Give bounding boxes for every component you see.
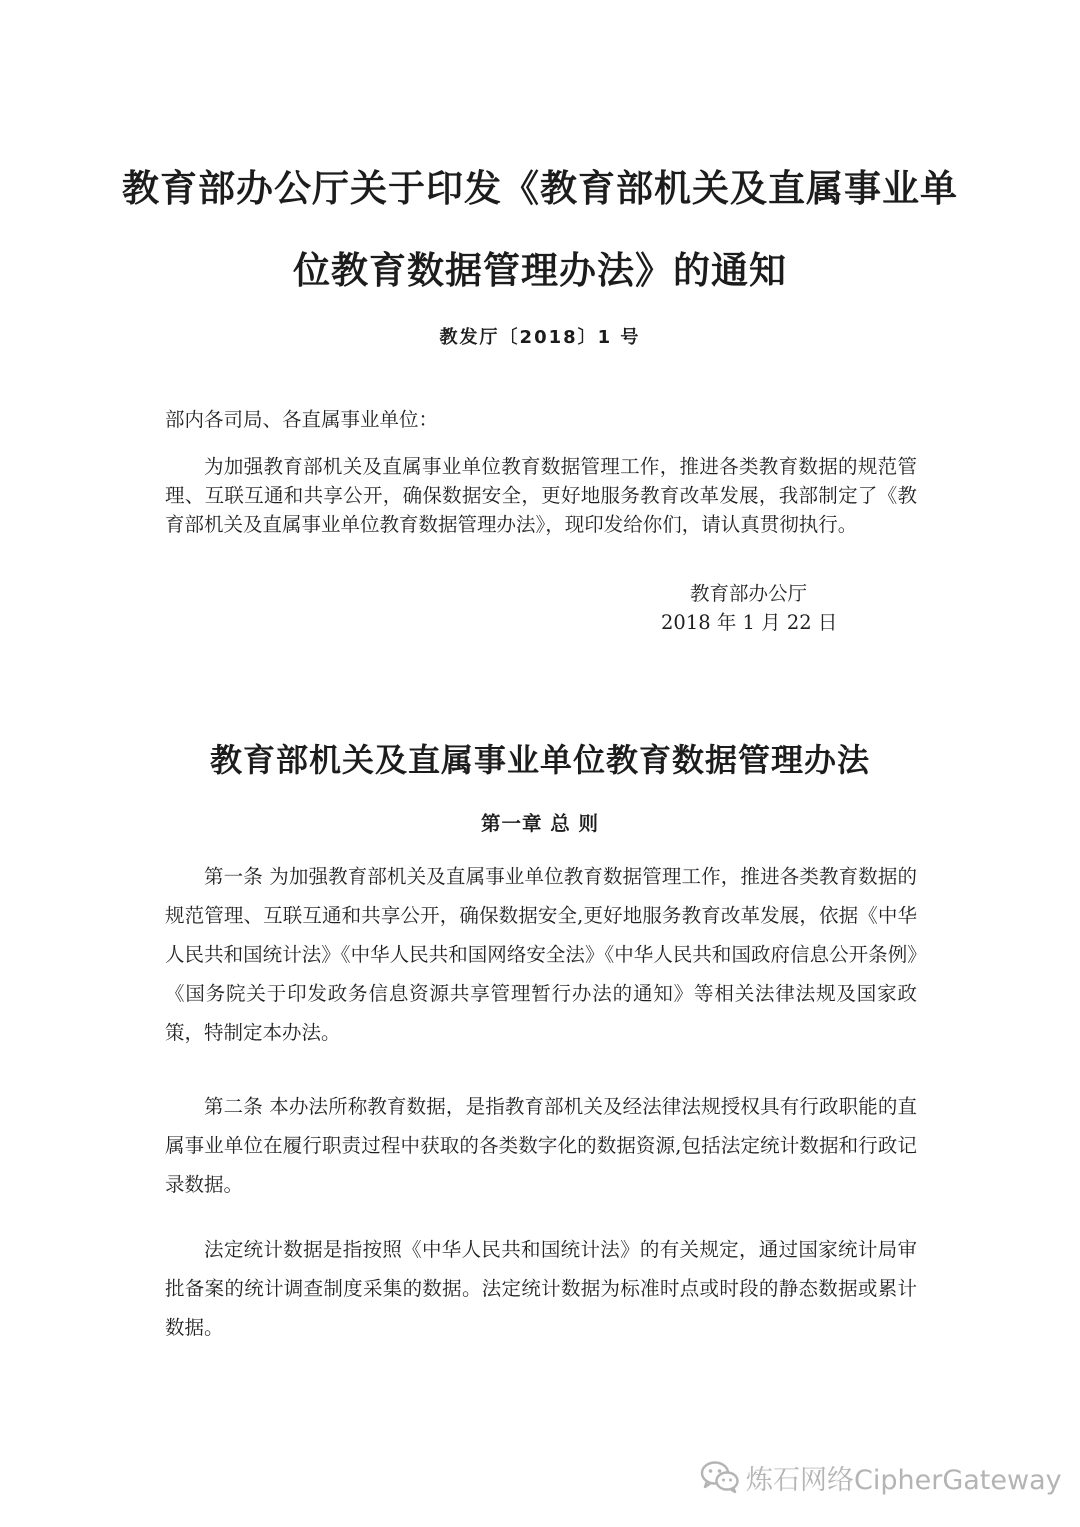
chapter-heading: 第一章 总 则 xyxy=(480,812,600,835)
article-2-paragraph-2: 法定统计数据是指按照《中华人民共和国统计法》的有关规定，通过国家统计局审批备案的统计调查制度采集的数据。法定统计数据为标准时点或时段的静态数据或累计数据。 xyxy=(165,1238,917,1339)
watermark xyxy=(700,1455,1062,1499)
wechat-icon xyxy=(700,1459,740,1495)
notice-title-line-1: 教育部办公厅关于印发《教育部机关及直属事业单 xyxy=(122,167,958,210)
watermark-text: 炼石网络CipherGateway xyxy=(746,1464,1062,1496)
article-1: 第一条 为加强教育部机关及直属事业单位教育数据管理工作，推进各类教育数据的规范管理、互联互通和共享公开，确保数据安全,更好地服务教育改革发展，依据《中华人民共和国统计法》《中华人民共和国网络安全法》《中华人民共和国政府信息公开条例》《国务院关于印发政务信息资源共享管理暂行办法的通知》等相关法律法规及国家政策，特制定本办法。 xyxy=(165,865,917,1044)
notice-paragraph: 为加强教育部机关及直属事业单位教育数据管理工作，推进各类教育数据的规范管理、互联互通和共享公开，确保数据安全，更好地服务教育改革发展，我部制定了《教育部机关及直属事业单位教育数据管理办法》，现印发给你们，请认真贯彻执行。 xyxy=(165,455,917,536)
signature-organization: 教育部办公厅 xyxy=(690,582,808,605)
notice-title-line-2: 位教育数据管理办法》的通知 xyxy=(293,249,787,292)
article-2: 第二条 本办法所称教育数据，是指教育部机关及经法律法规授权具有行政职能的直属事业单位在履行职责过程中获取的各类数字化的数据资源,包括法定统计数据和行政记录数据。 xyxy=(165,1095,917,1196)
salutation: 部内各司局、各直属事业单位： xyxy=(165,408,439,431)
document-number: 教发厅〔2018〕1 号 xyxy=(439,327,641,348)
measures-title: 教育部机关及直属事业单位教育数据管理办法 xyxy=(209,741,870,779)
signature-date: 2018 年 1 月 22 日 xyxy=(661,611,838,634)
